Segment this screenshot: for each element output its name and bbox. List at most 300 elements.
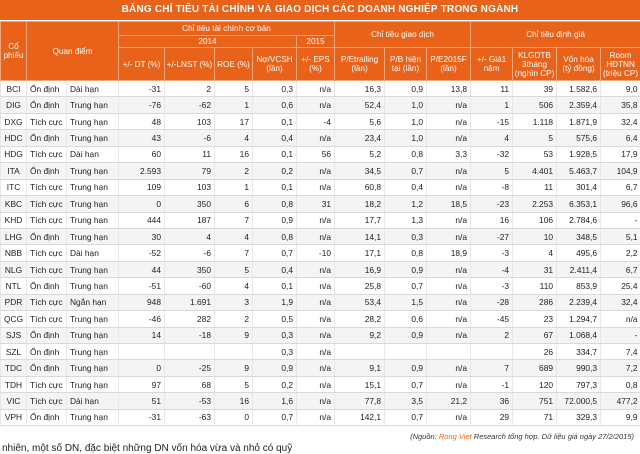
- value-cell: 0: [215, 409, 253, 425]
- value-cell: 350: [165, 196, 215, 212]
- source-suffix: Research tổng hợp. Dữ liệu giá ngày 27/2/2015): [472, 432, 634, 441]
- value-cell: n/a: [297, 294, 335, 310]
- value-cell: 751: [513, 393, 557, 409]
- value-cell: 0,9: [385, 81, 427, 97]
- value-cell: 53: [513, 146, 557, 162]
- view-cell: Ngắn hạn: [67, 294, 119, 310]
- ticker-cell: SJS: [1, 327, 27, 343]
- view-cell: Trung hạn: [67, 327, 119, 343]
- ticker-cell: DXG: [1, 113, 27, 129]
- view-cell: Ổn định: [27, 97, 67, 113]
- table-row: [1, 113, 640, 129]
- value-cell: n/a: [297, 179, 335, 195]
- source-brand: Rong Viet: [439, 432, 472, 441]
- value-cell: 9,0: [601, 81, 640, 97]
- value-cell: n/a: [297, 360, 335, 376]
- value-cell: 0: [119, 196, 165, 212]
- view-cell: Trung hạn: [67, 311, 119, 327]
- ticker-cell: ITC: [1, 179, 27, 195]
- value-cell: 11: [165, 146, 215, 162]
- value-cell: 103: [165, 179, 215, 195]
- value-cell: 71: [513, 409, 557, 425]
- value-cell: 0,9: [385, 261, 427, 277]
- value-cell: 5: [215, 261, 253, 277]
- value-cell: 3: [215, 294, 253, 310]
- value-cell: 11: [471, 81, 513, 97]
- value-cell: -60: [165, 278, 215, 294]
- view-cell: Trung hạn: [67, 409, 119, 425]
- ticker-cell: PDR: [1, 294, 27, 310]
- ticker-cell: HDC: [1, 130, 27, 146]
- view-cell: Trung hạn: [67, 196, 119, 212]
- value-cell: 30: [119, 228, 165, 244]
- view-cell: Trung hạn: [67, 179, 119, 195]
- value-cell: -: [601, 327, 640, 343]
- value-cell: n/a: [427, 278, 471, 294]
- column-header: Vốn hóa (tỷ đồng): [557, 48, 601, 81]
- value-cell: 2.359,4: [557, 97, 601, 113]
- value-cell: 52,4: [335, 97, 385, 113]
- table-row: [1, 212, 640, 228]
- value-cell: 0,7: [385, 376, 427, 392]
- value-cell: 495,6: [557, 245, 601, 261]
- ticker-cell: NLG: [1, 261, 27, 277]
- view-cell: Tích cực: [27, 294, 67, 310]
- value-cell: n/a: [427, 261, 471, 277]
- value-cell: n/a: [427, 228, 471, 244]
- value-cell: 23,4: [335, 130, 385, 146]
- table-title: BẢNG CHỈ TIÊU TÀI CHÍNH VÀ GIAO DỊCH CÁC DOANH NGHIỆP TRONG NGÀNH: [0, 0, 640, 20]
- value-cell: 1: [471, 97, 513, 113]
- value-cell: 0,4: [385, 179, 427, 195]
- value-cell: 120: [513, 376, 557, 392]
- value-cell: 0,7: [253, 409, 297, 425]
- value-cell: 0,8: [385, 245, 427, 261]
- table-row: [1, 245, 640, 261]
- value-cell: 9,2: [335, 327, 385, 343]
- ticker-cell: DIG: [1, 97, 27, 113]
- view-cell: Ổn định: [27, 278, 67, 294]
- value-cell: 444: [119, 212, 165, 228]
- value-cell: 1,3: [385, 212, 427, 228]
- table-row: [1, 393, 640, 409]
- value-cell: 35,8: [601, 97, 640, 113]
- value-cell: -3: [471, 245, 513, 261]
- value-cell: 3,3: [427, 146, 471, 162]
- value-cell: -46: [119, 311, 165, 327]
- value-cell: 106: [513, 212, 557, 228]
- value-cell: 5,6: [335, 113, 385, 129]
- value-cell: 18,9: [427, 245, 471, 261]
- value-cell: -23: [471, 196, 513, 212]
- table-row: [1, 344, 640, 360]
- value-cell: 7: [215, 212, 253, 228]
- value-cell: 51: [119, 393, 165, 409]
- value-cell: -53: [165, 393, 215, 409]
- value-cell: -27: [471, 228, 513, 244]
- value-cell: 1,9: [253, 294, 297, 310]
- column-header: +/- Giá1 năm: [471, 48, 513, 81]
- value-cell: 0,1: [253, 278, 297, 294]
- value-cell: 4: [513, 245, 557, 261]
- view-cell: Tích cực: [27, 196, 67, 212]
- value-cell: 2,2: [601, 245, 640, 261]
- value-cell: 97: [119, 376, 165, 392]
- financial-table: [0, 21, 640, 426]
- value-cell: 0,4: [253, 130, 297, 146]
- value-cell: 26: [513, 344, 557, 360]
- value-cell: -32: [471, 146, 513, 162]
- value-cell: 21,2: [427, 393, 471, 409]
- value-cell: -52: [119, 245, 165, 261]
- value-cell: 96,6: [601, 196, 640, 212]
- value-cell: 2: [215, 163, 253, 179]
- source-note: [410, 432, 634, 441]
- value-cell: [427, 344, 471, 360]
- group-trade: Chỉ tiêu giao dịch: [335, 22, 471, 48]
- value-cell: 575,6: [557, 130, 601, 146]
- table-row: [1, 311, 640, 327]
- value-cell: 0,7: [253, 245, 297, 261]
- view-cell: Tích cực: [27, 261, 67, 277]
- value-cell: 0,8: [253, 228, 297, 244]
- ticker-cell: HDG: [1, 146, 27, 162]
- value-cell: -45: [471, 311, 513, 327]
- value-cell: 0,9: [253, 212, 297, 228]
- value-cell: 2: [165, 81, 215, 97]
- value-cell: 1: [215, 179, 253, 195]
- value-cell: 31: [513, 261, 557, 277]
- value-cell: 4: [165, 228, 215, 244]
- col-view: Quan điểm: [27, 22, 119, 81]
- value-cell: 10: [513, 228, 557, 244]
- value-cell: 9: [215, 327, 253, 343]
- value-cell: 17,9: [601, 146, 640, 162]
- value-cell: 0,6: [385, 311, 427, 327]
- value-cell: n/a: [427, 113, 471, 129]
- ticker-cell: LHG: [1, 228, 27, 244]
- column-header: +/- DT (%): [119, 48, 165, 81]
- value-cell: n/a: [427, 327, 471, 343]
- value-cell: n/a: [297, 228, 335, 244]
- value-cell: 60: [119, 146, 165, 162]
- group-valuation: Chỉ tiêu định giá: [471, 22, 640, 48]
- value-cell: -18: [165, 327, 215, 343]
- view-cell: Tích cực: [27, 245, 67, 261]
- value-cell: 3,5: [385, 393, 427, 409]
- value-cell: n/a: [427, 311, 471, 327]
- value-cell: -10: [297, 245, 335, 261]
- view-cell: Trung hạn: [67, 97, 119, 113]
- value-cell: n/a: [427, 212, 471, 228]
- table-row: [1, 360, 640, 376]
- table-row: [1, 228, 640, 244]
- value-cell: 301,4: [557, 179, 601, 195]
- table-row: [1, 278, 640, 294]
- table-row: [1, 130, 640, 146]
- table-row: [1, 163, 640, 179]
- value-cell: -76: [119, 97, 165, 113]
- value-cell: 2: [471, 327, 513, 343]
- value-cell: 72.000,5: [557, 393, 601, 409]
- value-cell: n/a: [427, 163, 471, 179]
- year-2015: 2015: [297, 36, 335, 48]
- value-cell: -25: [165, 360, 215, 376]
- value-cell: -51: [119, 278, 165, 294]
- ticker-cell: NTL: [1, 278, 27, 294]
- value-cell: 79: [165, 163, 215, 179]
- value-cell: n/a: [427, 294, 471, 310]
- view-cell: Trung hạn: [67, 344, 119, 360]
- value-cell: 990,3: [557, 360, 601, 376]
- view-cell: Tích cực: [27, 113, 67, 129]
- value-cell: 1,2: [385, 196, 427, 212]
- group-basic: Chỉ tiêu tài chính cơ bản: [119, 22, 335, 36]
- value-cell: n/a: [297, 81, 335, 97]
- value-cell: 16,3: [335, 81, 385, 97]
- value-cell: 5: [215, 81, 253, 97]
- value-cell: 25,4: [601, 278, 640, 294]
- value-cell: 109: [119, 179, 165, 195]
- value-cell: 18,2: [335, 196, 385, 212]
- value-cell: n/a: [297, 278, 335, 294]
- value-cell: 67: [513, 327, 557, 343]
- view-cell: Ổn định: [27, 409, 67, 425]
- value-cell: 2.253: [513, 196, 557, 212]
- view-cell: Trung hạn: [67, 360, 119, 376]
- value-cell: 23: [513, 311, 557, 327]
- value-cell: -15: [471, 113, 513, 129]
- value-cell: 187: [165, 212, 215, 228]
- value-cell: 5.463,7: [557, 163, 601, 179]
- value-cell: 1,0: [385, 130, 427, 146]
- body-text-fragment: nhiên, một số DN, đặc biệt những DN vốn hóa vừa và nhỏ có quỹ: [2, 443, 292, 454]
- value-cell: -6: [165, 130, 215, 146]
- value-cell: 2.593: [119, 163, 165, 179]
- view-cell: Dài hạn: [67, 245, 119, 261]
- value-cell: 15,1: [335, 376, 385, 392]
- value-cell: 853,9: [557, 278, 601, 294]
- value-cell: 56: [297, 146, 335, 162]
- value-cell: 2.411,4: [557, 261, 601, 277]
- table-row: [1, 179, 640, 195]
- view-cell: Tích cực: [27, 376, 67, 392]
- value-cell: -31: [119, 409, 165, 425]
- value-cell: 2.784,6: [557, 212, 601, 228]
- value-cell: n/a: [297, 344, 335, 360]
- value-cell: 7,4: [601, 344, 640, 360]
- value-cell: 6.353,1: [557, 196, 601, 212]
- value-cell: 6,7: [601, 261, 640, 277]
- value-cell: 103: [165, 113, 215, 129]
- view-cell: Trung hạn: [67, 278, 119, 294]
- value-cell: -28: [471, 294, 513, 310]
- value-cell: 5: [513, 130, 557, 146]
- value-cell: -6: [165, 245, 215, 261]
- value-cell: 44: [119, 261, 165, 277]
- value-cell: 18,5: [427, 196, 471, 212]
- table-row: [1, 81, 640, 97]
- view-cell: Dài hạn: [67, 146, 119, 162]
- value-cell: 16: [215, 393, 253, 409]
- view-cell: Tích cực: [27, 212, 67, 228]
- value-cell: n/a: [427, 130, 471, 146]
- year-2014: 2014: [119, 36, 297, 48]
- table-body: [1, 81, 640, 426]
- value-cell: n/a: [427, 376, 471, 392]
- value-cell: 77,8: [335, 393, 385, 409]
- col-ticker: Cổ phiếu: [1, 22, 27, 81]
- value-cell: n/a: [297, 163, 335, 179]
- value-cell: -31: [119, 81, 165, 97]
- view-cell: Trung hạn: [67, 113, 119, 129]
- value-cell: n/a: [427, 409, 471, 425]
- ticker-cell: TDH: [1, 376, 27, 392]
- value-cell: 2.239,4: [557, 294, 601, 310]
- value-cell: 7: [215, 245, 253, 261]
- view-cell: Tích cực: [27, 179, 67, 195]
- value-cell: n/a: [427, 179, 471, 195]
- view-cell: Ổn định: [27, 360, 67, 376]
- value-cell: -62: [165, 97, 215, 113]
- ticker-cell: KBC: [1, 196, 27, 212]
- table-row: [1, 97, 640, 113]
- value-cell: 29: [471, 409, 513, 425]
- value-cell: 60,8: [335, 179, 385, 195]
- table-row: [1, 327, 640, 343]
- view-cell: Tích cực: [27, 146, 67, 162]
- value-cell: 31: [297, 196, 335, 212]
- view-cell: Tích cực: [27, 311, 67, 327]
- value-cell: 0,2: [253, 163, 297, 179]
- view-cell: Dài hạn: [67, 81, 119, 97]
- value-cell: 0,9: [253, 360, 297, 376]
- value-cell: 282: [165, 311, 215, 327]
- view-cell: Ổn định: [27, 327, 67, 343]
- view-cell: Trung hạn: [67, 261, 119, 277]
- value-cell: 68: [165, 376, 215, 392]
- value-cell: 1.928,5: [557, 146, 601, 162]
- value-cell: 5,1: [601, 228, 640, 244]
- value-cell: [471, 344, 513, 360]
- value-cell: 1,0: [385, 97, 427, 113]
- value-cell: 334,7: [557, 344, 601, 360]
- column-header: Nợ/VCSH (lần): [253, 48, 297, 81]
- value-cell: [385, 344, 427, 360]
- value-cell: 1,0: [385, 113, 427, 129]
- value-cell: 0,1: [253, 113, 297, 129]
- value-cell: 4: [471, 130, 513, 146]
- value-cell: [119, 344, 165, 360]
- ticker-cell: VIC: [1, 393, 27, 409]
- view-cell: Ổn định: [27, 344, 67, 360]
- value-cell: 0,7: [385, 163, 427, 179]
- value-cell: n/a: [297, 327, 335, 343]
- value-cell: 25,8: [335, 278, 385, 294]
- value-cell: 1.691: [165, 294, 215, 310]
- value-cell: 689: [513, 360, 557, 376]
- column-header: KLGDTB 3tháng (nghìn CP): [513, 48, 557, 81]
- value-cell: 4: [215, 278, 253, 294]
- value-cell: -: [601, 212, 640, 228]
- value-cell: n/a: [297, 311, 335, 327]
- value-cell: 0,1: [253, 146, 297, 162]
- value-cell: 17: [215, 113, 253, 129]
- value-cell: 5: [215, 376, 253, 392]
- value-cell: 1.871,9: [557, 113, 601, 129]
- value-cell: 0,9: [385, 360, 427, 376]
- table-row: [1, 376, 640, 392]
- value-cell: [335, 344, 385, 360]
- value-cell: -1: [471, 376, 513, 392]
- value-cell: n/a: [297, 261, 335, 277]
- view-cell: Trung hạn: [67, 228, 119, 244]
- value-cell: [165, 344, 215, 360]
- value-cell: 0,8: [253, 196, 297, 212]
- ticker-cell: ITA: [1, 163, 27, 179]
- value-cell: -63: [165, 409, 215, 425]
- value-cell: 17,1: [335, 245, 385, 261]
- value-cell: -3: [471, 278, 513, 294]
- value-cell: 39: [513, 81, 557, 97]
- value-cell: 6: [215, 196, 253, 212]
- view-cell: Ổn định: [27, 228, 67, 244]
- table-row: [1, 196, 640, 212]
- view-cell: Tích cực: [27, 393, 67, 409]
- value-cell: 4: [215, 228, 253, 244]
- value-cell: 104,9: [601, 163, 640, 179]
- value-cell: 16,9: [335, 261, 385, 277]
- value-cell: 0,3: [253, 327, 297, 343]
- value-cell: 32,4: [601, 294, 640, 310]
- value-cell: n/a: [427, 97, 471, 113]
- value-cell: 348,5: [557, 228, 601, 244]
- value-cell: 1,5: [385, 294, 427, 310]
- view-cell: Ổn định: [27, 81, 67, 97]
- value-cell: n/a: [601, 311, 640, 327]
- ticker-cell: VPH: [1, 409, 27, 425]
- value-cell: 0,6: [253, 97, 297, 113]
- value-cell: 0,9: [385, 327, 427, 343]
- value-cell: -4: [297, 113, 335, 129]
- value-cell: 1.582,6: [557, 81, 601, 97]
- value-cell: 1.118: [513, 113, 557, 129]
- value-cell: n/a: [297, 376, 335, 392]
- value-cell: 0,3: [385, 228, 427, 244]
- source-prefix: (Nguồn:: [410, 432, 439, 441]
- value-cell: n/a: [297, 97, 335, 113]
- column-header: ROE (%): [215, 48, 253, 81]
- column-header: +/-LNST (%): [165, 48, 215, 81]
- table-row: [1, 261, 640, 277]
- view-cell: Trung hạn: [67, 130, 119, 146]
- value-cell: 32,4: [601, 113, 640, 129]
- value-cell: 9,9: [601, 409, 640, 425]
- value-cell: 0,2: [253, 376, 297, 392]
- value-cell: 16: [215, 146, 253, 162]
- view-cell: Ổn định: [27, 130, 67, 146]
- ticker-cell: SZL: [1, 344, 27, 360]
- value-cell: 13,8: [427, 81, 471, 97]
- value-cell: n/a: [427, 360, 471, 376]
- value-cell: 0: [119, 360, 165, 376]
- view-cell: Trung hạn: [67, 376, 119, 392]
- value-cell: 14: [119, 327, 165, 343]
- column-header: +/- EPS (%): [297, 48, 335, 81]
- value-cell: 0,4: [253, 261, 297, 277]
- value-cell: 142,1: [335, 409, 385, 425]
- value-cell: 43: [119, 130, 165, 146]
